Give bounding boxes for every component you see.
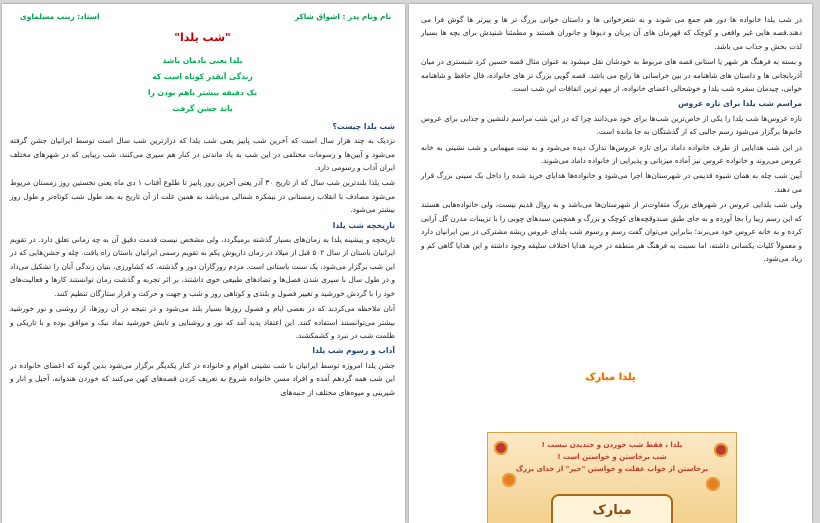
leaf-icon [502,473,516,487]
teacher-name: استاد: زینب مسلماوی [20,12,100,21]
poem-line: زندگی آنقدر کوتاه است که [152,71,253,81]
paragraph: جشن یلدا امروزه توسط ایرانیان با شب نشینی اقوام و خانواده در کنار یکدیگر برگزار می‌شود بدین گونه که اعضای خانواده در این شب همه گردهم آمده و افراد مسن خانواده شروع به تعریف کردن قصه‌های کهن می‌کنند که خوردن هندوانه، آجیل و انار و شیرینی و میوه‌های مختلف از جنبه‌های [10,360,395,397]
left-page-text [10,10,395,401]
card-calligraphy: مبارک [551,494,673,523]
document-page-left [2,4,405,523]
paragraph: و بسته به فرهنگ هر شهر یا استانی قصه های مربوط به خودشان نقل میشود به عنوان مثال قصه حسین کرد شبستری در میان آذربایجانی ها و داستان های شاهنامه در بین خراسانی ها رایج می باشد. قصه گویی بزرگ تر های خانواده، فال حافظ و شاهنامه خوانی، چیدمان سفره شب یلدا و خوشحالی اعضای خانواده، از مهم ترین اتفاقات این شب است. [421,57,802,94]
card-text [488,433,736,475]
section-heading-customs: آداب و رسوم شب یلدا [312,346,395,356]
poem-line: باید جشن گرفت [172,103,233,113]
poem-line: یک دقیقه بیشتر باهم بودن را [147,87,258,97]
paragraph: تازه عروس‌ها شب یلدا را یکی از خاص‌ترین شب‌ها برای خود می‌دانند چرا که در این شب مراسم دلنشین و جذابی برای عروس خانم‌ها برگزار می‌شود رسم جالبی که از گذشتگان به جا مانده است. [421,113,802,137]
paragraph: آیین شب چله به همان شیوه قدیمی در شهرستان‌ها اجرا می‌شود و خانواده‌ها هدایای خرید شده را داخل یک سینی بزرگ قرار می دهند. [421,171,802,194]
greeting-card-image [487,432,737,523]
section-heading-bride-ceremony: مراسم شب یلدا برای تازه عروس [678,99,802,109]
card-line: شب برخاستن و خواستن است ! [557,453,667,461]
pomegranate-icon [494,441,508,455]
document-page-right [409,4,812,523]
pomegranate-icon [714,443,728,457]
leaf-icon [706,477,720,491]
right-page-text [421,13,802,267]
paragraph: در این شب هدایایی از طرف خانواده داماد برای تازه عروس‌ها تدارک دیده می‌شود و به نیت میهمانی و شب نشینی به خانه عروس می‌روند و خانواده عروس نیز آماده میزبانی و پذیرایی از خانواده داماد می‌شوند. [421,142,802,166]
paragraph: در شب یلدا خانواده ها دور هم جمع می شوند و به شعرخوانی ها و داستان خوانی بزرگ تر ها و پیرتر ها گوش فرا می دهند.قصه هایی غیر واقعی و کوچک که قهرمان های آن پریان و دیوها و جانوران هستند و مطمئنا شنیدش برای بچه ها بسیار لذت بخش و جذاب می باشد. [421,15,802,51]
page-header [20,10,391,23]
section-heading-what-is-yalda: شب یلدا چیست؟ [332,121,395,131]
paragraph: آنان ملاحظه می‌کردند که در بعضی ایام و فصول روزها بسیار بلند می‌شود و در نتیجه در آن روزها، از روشنی و نور خورشید بیشتر می‌توانستند استفاده کنند. این اعتقاد پدید آمد که نور و روشنایی و تابش خورشید نماد نیک و موافق بوده و با تاریکی و ظلمت شب در نبرد و کشمکشند. [10,304,395,340]
paragraph: نزدیک به چند هزار سال است که آخرین شب پاییز یعنی شب یلدا که درازترین شب سال است توسط ایرانیان جشن گرفته می‌شود و آیین‌ها و رسومات مختلفی در این شب به یاد ماندنی در کنار هم سپری می‌کنند، شب زیبایی که در شهرهای مختلف ایران آداب و رسومی دارد. [10,136,395,173]
poem-line: یلدا یعنی یادمان باشد [162,55,243,65]
paragraph: ولی شب یلدایی عروس در شهرهای بزرگ متفاوت‌تر از شهرستان‌ها می‌باشد و به روال قدیم نیست، ولی خانواده‌هایی هستند که این رسم زیبا را بجا آورده و به جای طبق صندوقچه‌های کوچک و بزرگ و همچنین سبدهای چوبی را با تزیینات مدرن گل آرایی کرده و به خانه عروس خود می‌برند؛ بنابراین می‌توان گفت رسم و رسوم شب یلدای عروس ریشه مشترکی در بین ایرانیان دارد و معمولاً کلیات یکسانی داشته، اما نسبت به فرهنگ هر منطقه در خرید هدایا اختلاف سلیقه وجود داشته و این هدایا گاهی کم و زیاد می‌شود. [421,200,802,263]
page-title: "شب یلدا" [174,31,231,45]
card-line: برخاستن از خواب غفلت و خواستن "خیر" از خدای بزرگ [515,465,709,473]
student-name: نام ونام پدر : اشواق شاکر [294,12,391,21]
section-heading-history: تاریخچه شب یلدا [332,220,395,230]
card-line: یلدا ، فقط شب خوردن و خندیدن نیست ! [541,441,683,449]
paragraph: تاریخچه و پیشینه یلدا به زمان‌های بسیار گذشته برمیگردد، ولی مشخص نیست قدمت دقیق آن به چه زمانی تعلق دارد. در تقویم ایرانیان باستان از سال ۵۰۲ قبل از میلاد در زمان داریوش یکم به تقویم رسمی ایرانیان باستان راه یافت. چله و جشن‌هایی که در این شب برگزار می‌شود، یک سنت باستانی است. مردم روزگاران دور و گذشته، که کشاورزی، بنیان زندگی آنان را تشکیل می‌داد و در طول سال با سپری شدن فصل‌ها و تضادهای طبیعی خوی داشتند، بر اثر تجربه و گذشت زمان توانستند کارها و فعالیت‌های خود را با گردش خورشید و تغییر فصول و بلندی و کوتاهی روز و شب و جهت و حرکت و قرار ستارگان تنظیم کنند. [10,235,395,298]
yalda-greeting: یلدا مبارک [585,372,636,383]
poem [10,53,395,117]
paragraph: شب یلدا بلندترین شب سال که از تاریخ ۳۰ آذر یعنی آخرین روز پاییز تا طلوع آفتاب ۱ دی ماه یعنی نخستین روز زمستان مریوط می‌شود مصادف با انقلاب زمستانی در نیمکره شمالی می‌باشد به همین علت از آن تاریخ به بعد طول شب کوتاه‌تر و طول روز بیشتر می‌شود. [10,178,395,215]
